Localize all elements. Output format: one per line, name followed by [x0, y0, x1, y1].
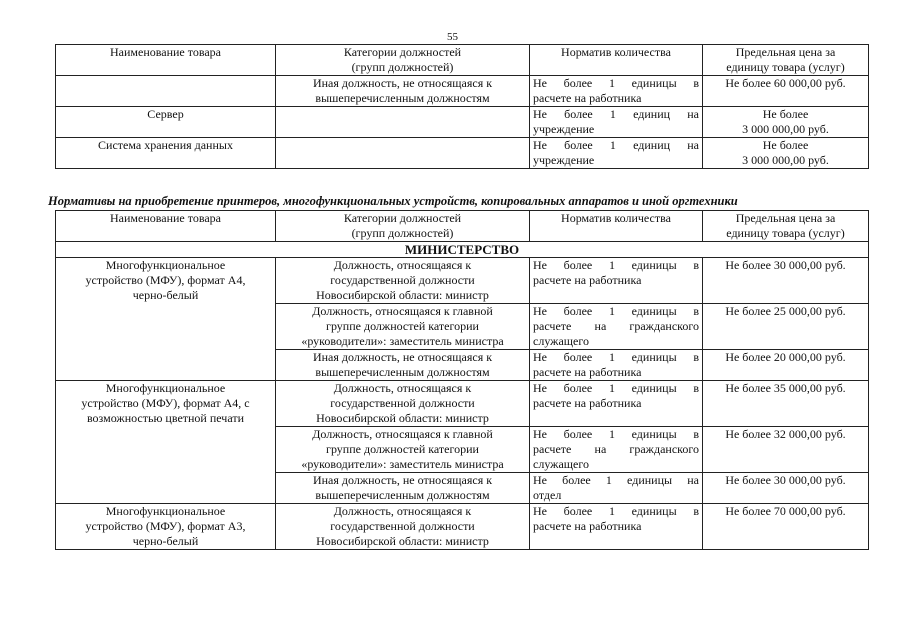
cell-line: расчете на работника: [533, 91, 642, 105]
price-cell: Не более 20 000,00 руб.: [703, 350, 869, 381]
norm-cell: [530, 258, 703, 304]
cell-line: устройство (МФУ), формат А4, с: [81, 396, 250, 410]
cell-line: Иная должность, не относящаяся к: [312, 473, 493, 487]
cell-line: черно-белый: [132, 534, 199, 548]
norm-cell: [530, 381, 703, 427]
cell-line: группе должностей категории: [326, 442, 479, 456]
cell-line: Не более 1 единицы в: [533, 76, 699, 90]
cell-line: Должность, относящаяся к главной: [312, 427, 493, 441]
cell-line: расчете на гражданского: [533, 442, 699, 456]
cell-line: «руководители»: заместитель министра: [301, 457, 504, 471]
ministry-section-label: МИНИСТЕРСТВО: [56, 242, 869, 258]
cell-line: Иная должность, не относящаяся к: [312, 350, 493, 364]
cell-line: расчете на работника: [533, 273, 642, 287]
table-row: [56, 381, 869, 427]
cell-line: расчете на работника: [533, 365, 642, 379]
table-row: [56, 258, 869, 304]
table-row: [56, 76, 869, 107]
cell-line: учреждение: [533, 122, 595, 136]
norm-cell: [530, 427, 703, 473]
section-title: Нормативы на приобретение принтеров, многофункциональных устройств, копировальных аппаратов и иной оргтехники: [48, 194, 738, 208]
category-cell: [276, 138, 530, 169]
cell-line: Не более 60 000,00 руб.: [725, 76, 846, 90]
norm-cell: [530, 107, 703, 138]
price-cell: [703, 107, 869, 138]
cell-line: вышеперечисленным должностям: [315, 365, 490, 379]
norm-cell: [530, 473, 703, 504]
cell-line: Не более: [762, 107, 809, 121]
product-cell: Система хранения данных: [56, 138, 276, 169]
table-row: [56, 138, 869, 169]
header-norm: Норматив количества: [530, 211, 703, 242]
cell-line: Не более 1 единицы в: [533, 504, 699, 518]
cell-line: Не более 1 единиц на: [533, 138, 699, 152]
cell-line: черно-белый: [132, 288, 199, 302]
header-norm: Норматив количества: [530, 45, 703, 76]
category-cell: [276, 350, 530, 381]
cell-line: группе должностей категории: [326, 319, 479, 333]
product-cell: [56, 76, 276, 107]
table-row: [56, 504, 869, 550]
cell-line: 3 000 000,00 руб.: [742, 153, 829, 167]
category-cell: [276, 76, 530, 107]
product-cell: [56, 504, 276, 550]
cell-line: государственной должности: [330, 273, 475, 287]
cell-line: возможностью цветной печати: [86, 411, 245, 425]
category-cell: [276, 381, 530, 427]
product-cell: [56, 258, 276, 381]
header-category: Категории должностей (групп должностей): [276, 211, 530, 242]
price-cell: [703, 76, 869, 107]
cell-line: Не более 1 единицы в: [533, 258, 699, 272]
norm-cell: [530, 138, 703, 169]
cell-line: Новосибирской области: министр: [316, 288, 489, 302]
cell-line: Не более 1 единиц на: [533, 107, 699, 121]
price-cell: Не более 32 000,00 руб.: [703, 427, 869, 473]
norms-table-servers: [55, 44, 869, 169]
table-header-row: [56, 45, 869, 76]
header-category: Категории должностей (групп должностей): [276, 45, 530, 76]
cell-line: Многофункциональное: [105, 504, 226, 518]
price-cell: Не более 30 000,00 руб.: [703, 258, 869, 304]
cell-line: устройство (МФУ), формат А3,: [85, 519, 246, 533]
price-cell: Не более 70 000,00 руб.: [703, 504, 869, 550]
price-cell: [703, 138, 869, 169]
cell-line: Должность, относящаяся к: [333, 258, 472, 272]
price-cell: Не более 35 000,00 руб.: [703, 381, 869, 427]
norms-table-office-equipment: [55, 210, 869, 550]
cell-line: устройство (МФУ), формат А4,: [85, 273, 246, 287]
price-cell: Не более 25 000,00 руб.: [703, 304, 869, 350]
cell-line: Многофункциональное: [105, 258, 226, 272]
ministry-section-row: [56, 242, 869, 258]
cell-line: Должность, относящаяся к: [333, 381, 472, 395]
price-cell: Не более 30 000,00 руб.: [703, 473, 869, 504]
norm-cell: [530, 76, 703, 107]
norm-cell: [530, 504, 703, 550]
cell-line: Не более: [762, 138, 809, 152]
category-cell: [276, 473, 530, 504]
cell-line: служащего: [533, 334, 589, 348]
cell-line: Новосибирской области: министр: [316, 411, 489, 425]
category-cell: [276, 107, 530, 138]
cell-line: государственной должности: [330, 519, 475, 533]
norm-cell: [530, 304, 703, 350]
cell-line: Не более 1 единицы в: [533, 304, 699, 318]
cell-line: Не более 1 единицы на: [533, 473, 699, 487]
page-number: 55: [447, 31, 458, 43]
cell-line: Не более 1 единицы в: [533, 381, 699, 395]
cell-line: «руководители»: заместитель министра: [301, 334, 504, 348]
table-header-row: [56, 211, 869, 242]
cell-line: Должность, относящаяся к главной: [312, 304, 493, 318]
cell-line: служащего: [533, 457, 589, 471]
category-cell: [276, 504, 530, 550]
cell-line: Новосибирской области: министр: [316, 534, 489, 548]
cell-line: Не более 1 единицы в: [533, 427, 699, 441]
cell-line: Иная должность, не относящаяся к: [312, 76, 493, 90]
product-cell: [56, 381, 276, 504]
cell-line: государственной должности: [330, 396, 475, 410]
header-product: Наименование товара: [56, 45, 276, 76]
product-cell: Сервер: [56, 107, 276, 138]
category-cell: [276, 427, 530, 473]
cell-line: Должность, относящаяся к: [333, 504, 472, 518]
norm-cell: [530, 350, 703, 381]
table-row: [56, 107, 869, 138]
cell-line: вышеперечисленным должностям: [315, 91, 490, 105]
cell-line: расчете на работника: [533, 396, 642, 410]
category-cell: [276, 304, 530, 350]
header-price: Предельная цена за единицу товара (услуг): [703, 211, 869, 242]
cell-line: вышеперечисленным должностям: [315, 488, 490, 502]
header-product: Наименование товара: [56, 211, 276, 242]
cell-line: 3 000 000,00 руб.: [742, 122, 829, 136]
header-price: Предельная цена за единицу товара (услуг): [703, 45, 869, 76]
cell-line: Многофункциональное: [105, 381, 226, 395]
cell-line: учреждение: [533, 153, 595, 167]
cell-line: Не более 1 единицы в: [533, 350, 699, 364]
cell-line: отдел: [533, 488, 562, 502]
cell-line: расчете на работника: [533, 519, 642, 533]
category-cell: [276, 258, 530, 304]
cell-line: расчете на гражданского: [533, 319, 699, 333]
